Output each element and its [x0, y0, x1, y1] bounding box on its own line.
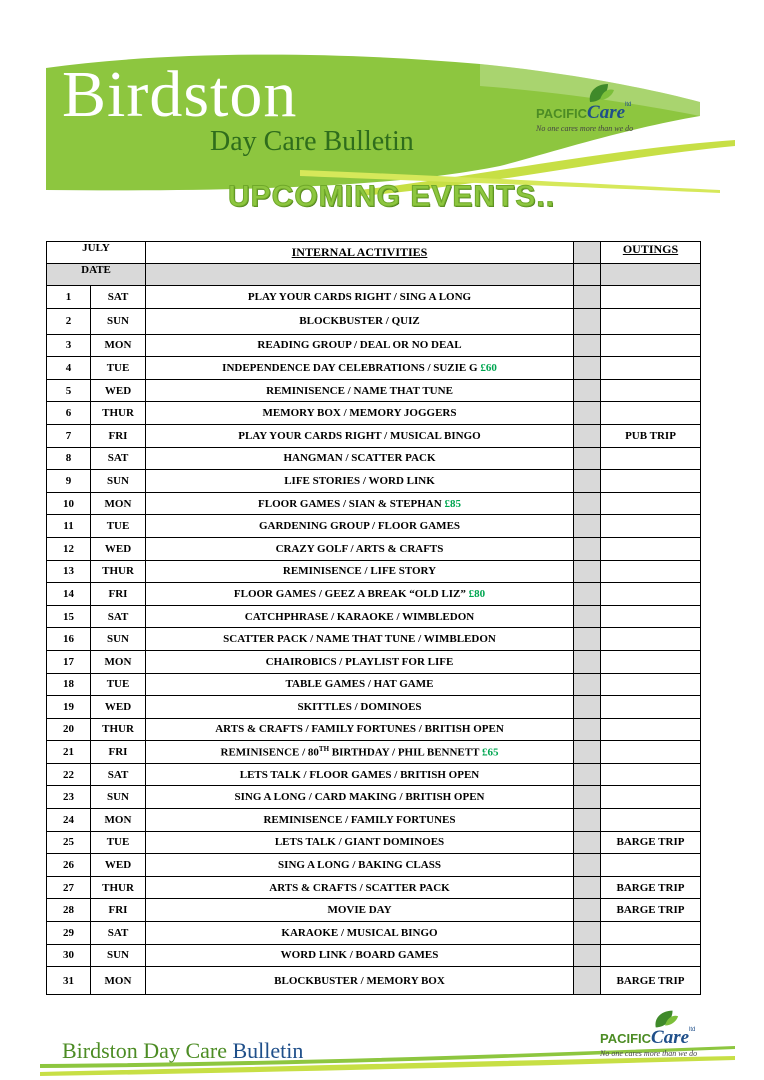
activity-cell — [146, 786, 574, 809]
gap-cell — [574, 379, 601, 402]
ordinal-suffix: TH — [318, 745, 330, 754]
day-of-week: FRI — [91, 899, 146, 922]
outing-cell: BARGE TRIP — [601, 876, 701, 899]
table-row — [47, 492, 701, 515]
outing-cell — [601, 763, 701, 786]
date-number: 11 — [47, 515, 91, 538]
table-row — [47, 379, 701, 402]
outing-cell — [601, 492, 701, 515]
month-label: JULY — [47, 242, 146, 264]
gap-cell — [574, 876, 601, 899]
internal-activities-heading: INTERNAL ACTIVITIES — [146, 242, 574, 264]
outing-cell — [601, 470, 701, 493]
date-number: 26 — [47, 854, 91, 877]
day-of-week: SUN — [91, 628, 146, 651]
date-number: 4 — [47, 357, 91, 380]
gap-cell — [574, 650, 601, 673]
outing-cell — [601, 447, 701, 470]
footer-title — [62, 1040, 303, 1062]
day-of-week: FRI — [91, 583, 146, 606]
table-row — [47, 922, 701, 945]
day-of-week: TUE — [91, 515, 146, 538]
activity-text: LETS TALK / GIANT DOMINOES — [274, 836, 445, 849]
table-row — [47, 696, 701, 719]
gap-cell — [574, 854, 601, 877]
date-number: 20 — [47, 718, 91, 741]
day-of-week: SUN — [91, 944, 146, 967]
table-row — [47, 831, 701, 854]
table-row — [47, 583, 701, 606]
activity-text: ARTS & CRAFTS / FAMILY FORTUNES / BRITISH OPEN — [215, 723, 504, 736]
activity-text: SKITTLES / DOMINOES — [297, 700, 422, 713]
subheader-blank — [601, 264, 701, 286]
activity-cell — [146, 470, 574, 493]
activity-text: PLAY YOUR CARDS RIGHT / MUSICAL BINGO — [238, 429, 481, 442]
gap-cell — [574, 334, 601, 357]
bulletin-title: Birdston — [62, 58, 298, 131]
gap-cell — [574, 944, 601, 967]
table-row — [47, 560, 701, 583]
date-number: 24 — [47, 809, 91, 832]
outing-cell — [601, 696, 701, 719]
activity-cell — [146, 286, 574, 309]
date-number: 15 — [47, 605, 91, 628]
pacific-care-logo — [536, 82, 706, 134]
gap-cell — [574, 741, 601, 764]
outing-cell — [601, 650, 701, 673]
date-number: 14 — [47, 583, 91, 606]
logo-brand-primary: PACIFIC — [536, 106, 588, 121]
date-number: 29 — [47, 922, 91, 945]
activity-cell — [146, 628, 574, 651]
outing-cell — [601, 854, 701, 877]
outing-cell — [601, 786, 701, 809]
activity-text: BLOCKBUSTER / QUIZ — [299, 315, 420, 328]
gap-cell — [574, 628, 601, 651]
table-row — [47, 899, 701, 922]
activity-cell — [146, 537, 574, 560]
day-of-week: SAT — [91, 922, 146, 945]
day-of-week: TUE — [91, 673, 146, 696]
table-row — [47, 650, 701, 673]
logo-brand-secondary: Care — [651, 1027, 690, 1048]
activity-text: FLOOR GAMES / SIAN & STEPHAN — [258, 497, 442, 510]
day-of-week: THUR — [91, 560, 146, 583]
table-row — [47, 286, 701, 309]
activity-text: ARTS & CRAFTS / SCATTER PACK — [269, 881, 450, 894]
table-row — [47, 786, 701, 809]
activity-cell — [146, 876, 574, 899]
gap-cell — [574, 515, 601, 538]
activity-price: £85 — [444, 497, 461, 510]
activity-price: £80 — [468, 587, 486, 600]
gap-cell — [574, 560, 601, 583]
logo-brand-suffix: ltd — [625, 102, 632, 108]
gap-cell — [574, 763, 601, 786]
logo-tagline: No one cares more than we do — [536, 124, 634, 133]
date-number: 7 — [47, 424, 91, 447]
outing-cell: BARGE TRIP — [601, 831, 701, 854]
table-row — [47, 515, 701, 538]
activity-text: REMINISENCE / LIFE STORY — [282, 565, 437, 578]
gap-cell — [574, 308, 601, 334]
date-number: 16 — [47, 628, 91, 651]
day-of-week: TUE — [91, 831, 146, 854]
day-of-week: WED — [91, 379, 146, 402]
activity-text: PLAY YOUR CARDS RIGHT / SING A LONG — [247, 290, 472, 303]
date-number: 6 — [47, 402, 91, 425]
outing-cell: PUB TRIP — [601, 424, 701, 447]
activity-text: CHAIROBICS / PLAYLIST FOR LIFE — [265, 655, 454, 668]
activity-cell — [146, 696, 574, 719]
day-of-week: MON — [91, 967, 146, 995]
day-of-week: WED — [91, 854, 146, 877]
outing-cell — [601, 286, 701, 309]
day-of-week: TUE — [91, 357, 146, 380]
table-row — [47, 334, 701, 357]
date-label: DATE — [47, 264, 146, 286]
pacific-care-logo-footer — [600, 1008, 750, 1060]
activity-text: INDEPENDENCE DAY CELEBRATIONS / SUZIE G — [222, 361, 478, 374]
table-row — [47, 741, 701, 764]
activity-text: REMINISENCE / NAME THAT TUNE — [266, 384, 453, 397]
table-row — [47, 402, 701, 425]
activity-price: £60 — [480, 361, 497, 374]
day-of-week: FRI — [91, 424, 146, 447]
date-number: 17 — [47, 650, 91, 673]
activity-cell — [146, 605, 574, 628]
activity-cell — [146, 583, 574, 606]
activity-cell — [146, 854, 574, 877]
outing-cell: BARGE TRIP — [601, 967, 701, 995]
table-row — [47, 854, 701, 877]
day-of-week: THUR — [91, 876, 146, 899]
day-of-week: FRI — [91, 741, 146, 764]
outing-cell — [601, 334, 701, 357]
activity-text: REMINISENCE / 80 — [220, 746, 319, 759]
gap-cell — [574, 673, 601, 696]
gap-cell — [574, 402, 601, 425]
table-row — [47, 809, 701, 832]
gap-cell — [574, 696, 601, 719]
day-of-week: MON — [91, 492, 146, 515]
date-number: 28 — [47, 899, 91, 922]
outing-cell — [601, 515, 701, 538]
outing-cell — [601, 537, 701, 560]
gap-cell — [574, 922, 601, 945]
table-row — [47, 470, 701, 493]
outing-cell — [601, 583, 701, 606]
activity-cell — [146, 424, 574, 447]
date-number: 12 — [47, 537, 91, 560]
table-row — [47, 967, 701, 995]
date-number: 23 — [47, 786, 91, 809]
date-number: 2 — [47, 308, 91, 334]
activity-cell — [146, 402, 574, 425]
schedule-body — [47, 286, 701, 995]
day-of-week: SUN — [91, 308, 146, 334]
activity-text: GARDENING GROUP / FLOOR GAMES — [258, 520, 461, 533]
activity-text: FLOOR GAMES / GEEZ A BREAK “OLD LIZ” — [233, 587, 466, 600]
logo-brand-suffix: ltd — [689, 1027, 696, 1033]
activity-cell — [146, 492, 574, 515]
outing-cell — [601, 673, 701, 696]
activity-text: LIFE STORIES / WORD LINK — [284, 474, 435, 487]
activity-cell — [146, 560, 574, 583]
activity-cell — [146, 515, 574, 538]
outing-cell — [601, 402, 701, 425]
day-of-week: WED — [91, 696, 146, 719]
activity-cell — [146, 650, 574, 673]
section-heading: UPCOMING EVENTS.. — [228, 180, 556, 213]
table-row — [47, 718, 701, 741]
activity-text: SING A LONG / CARD MAKING / BRITISH OPEN — [234, 791, 485, 804]
gap-cell — [574, 286, 601, 309]
activity-cell — [146, 741, 574, 764]
gap-cell — [574, 424, 601, 447]
activity-cell — [146, 357, 574, 380]
gap-cell — [574, 786, 601, 809]
activity-cell — [146, 763, 574, 786]
gap-cell — [574, 264, 601, 286]
gap-cell — [574, 357, 601, 380]
footer-title-bulletin: Bulletin — [232, 1038, 304, 1063]
outing-cell — [601, 560, 701, 583]
logo-brand-secondary: Care — [587, 102, 626, 123]
day-of-week: WED — [91, 537, 146, 560]
outings-heading: OUTINGS — [601, 242, 701, 264]
footer-title-main: Birdston Day Care — [62, 1038, 227, 1063]
day-of-week: THUR — [91, 402, 146, 425]
bulletin-subtitle: Day Care Bulletin — [210, 126, 414, 157]
table-row — [47, 876, 701, 899]
outing-cell — [601, 379, 701, 402]
date-number: 25 — [47, 831, 91, 854]
date-number: 19 — [47, 696, 91, 719]
day-of-week: SAT — [91, 605, 146, 628]
outing-cell — [601, 308, 701, 334]
table-row — [47, 447, 701, 470]
gap-cell — [574, 718, 601, 741]
outing-cell — [601, 944, 701, 967]
activity-text: MOVIE DAY — [327, 904, 392, 917]
activity-text: BLOCKBUSTER / MEMORY BOX — [274, 974, 445, 987]
day-of-week: SUN — [91, 786, 146, 809]
gap-cell — [574, 605, 601, 628]
activity-text: CATCHPHRASE / KARAOKE / WIMBLEDON — [244, 610, 475, 623]
gap-cell — [574, 470, 601, 493]
date-number: 18 — [47, 673, 91, 696]
table-row — [47, 628, 701, 651]
outing-cell: BARGE TRIP — [601, 899, 701, 922]
outing-cell — [601, 718, 701, 741]
activity-cell — [146, 673, 574, 696]
outing-cell — [601, 741, 701, 764]
activity-cell — [146, 334, 574, 357]
day-of-week: MON — [91, 334, 146, 357]
activity-text: CRAZY GOLF / ARTS & CRAFTS — [275, 542, 444, 555]
logo-tagline: No one cares more than we do — [600, 1049, 698, 1058]
gap-cell — [574, 899, 601, 922]
day-of-week: MON — [91, 809, 146, 832]
date-number: 5 — [47, 379, 91, 402]
gap-cell — [574, 242, 601, 264]
date-number: 22 — [47, 763, 91, 786]
table-row — [47, 537, 701, 560]
gap-cell — [574, 447, 601, 470]
table-subheader-row — [47, 264, 701, 286]
day-of-week: SAT — [91, 763, 146, 786]
activity-cell — [146, 447, 574, 470]
table-row — [47, 308, 701, 334]
day-of-week: SUN — [91, 470, 146, 493]
activity-cell — [146, 718, 574, 741]
date-number: 30 — [47, 944, 91, 967]
date-number: 3 — [47, 334, 91, 357]
activity-text: SCATTER PACK / NAME THAT TUNE / WIMBLEDON — [223, 633, 496, 646]
subheader-blank — [146, 264, 574, 286]
gap-cell — [574, 809, 601, 832]
activity-price: £65 — [481, 746, 499, 759]
leaf-icon — [586, 82, 616, 104]
date-number: 27 — [47, 876, 91, 899]
day-of-week: SAT — [91, 447, 146, 470]
activity-text: HANGMAN / SCATTER PACK — [283, 452, 436, 465]
activity-cell — [146, 809, 574, 832]
gap-cell — [574, 831, 601, 854]
activity-cell — [146, 379, 574, 402]
activity-text: TABLE GAMES / HAT GAME — [285, 678, 434, 691]
date-number: 13 — [47, 560, 91, 583]
date-number: 10 — [47, 492, 91, 515]
outing-cell — [601, 357, 701, 380]
outing-cell — [601, 628, 701, 651]
table-row — [47, 424, 701, 447]
gap-cell — [574, 583, 601, 606]
activity-cell — [146, 967, 574, 995]
activity-text-continued: BIRTHDAY / PHIL BENNETT — [329, 746, 480, 759]
activity-cell — [146, 944, 574, 967]
date-number: 1 — [47, 286, 91, 309]
table-row — [47, 944, 701, 967]
activity-text: LETS TALK / FLOOR GAMES / BRITISH OPEN — [239, 768, 480, 781]
outing-cell — [601, 809, 701, 832]
date-number: 21 — [47, 741, 91, 764]
activity-cell — [146, 899, 574, 922]
table-row — [47, 763, 701, 786]
table-row — [47, 605, 701, 628]
activity-text: SING A LONG / BAKING CLASS — [278, 859, 441, 872]
activity-text: WORD LINK / BOARD GAMES — [280, 949, 439, 962]
gap-cell — [574, 492, 601, 515]
logo-brand-primary: PACIFIC — [600, 1031, 652, 1046]
date-number: 8 — [47, 447, 91, 470]
activity-text: READING GROUP / DEAL OR NO DEAL — [257, 339, 462, 352]
outing-cell — [601, 605, 701, 628]
gap-cell — [574, 537, 601, 560]
outing-cell — [601, 922, 701, 945]
activity-cell — [146, 308, 574, 334]
activity-text: REMINISENCE / FAMILY FORTUNES — [263, 813, 456, 826]
day-of-week: MON — [91, 650, 146, 673]
gap-cell — [574, 967, 601, 995]
activity-cell — [146, 831, 574, 854]
date-number: 31 — [47, 967, 91, 995]
day-of-week: SAT — [91, 286, 146, 309]
table-row — [47, 673, 701, 696]
events-schedule-table — [46, 241, 701, 995]
activity-text: MEMORY BOX / MEMORY JOGGERS — [262, 407, 457, 420]
day-of-week: THUR — [91, 718, 146, 741]
activity-text: KARAOKE / MUSICAL BINGO — [281, 926, 438, 939]
date-number: 9 — [47, 470, 91, 493]
table-header-row — [47, 242, 701, 264]
table-row — [47, 357, 701, 380]
activity-cell — [146, 922, 574, 945]
